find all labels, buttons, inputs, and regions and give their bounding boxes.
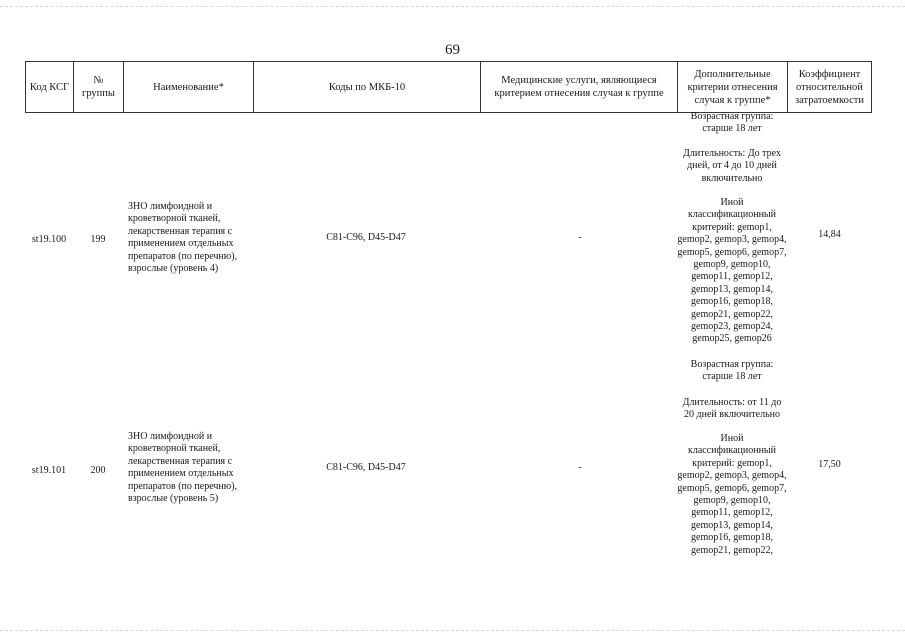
- row-code: st19.100: [31, 234, 67, 245]
- row-code: st19.101: [31, 465, 67, 476]
- scan-artifact-top: [0, 6, 905, 8]
- row-age: Возрастная группа: старше 18 лет: [690, 359, 774, 383]
- row-group: 200: [90, 465, 106, 476]
- row-services: -: [578, 232, 582, 243]
- row-criterion: Иной классификационный критерий: gemop1, gemop2, gemop3, gemop4, gemop5, gemop6, gemop7, gemop9, gemop10, gemop11, gemop12, gemop13, gemop14, gemop16, gemop18, gemop21, gemop22,: [677, 433, 787, 556]
- row-group: 199: [90, 234, 106, 245]
- page-number: 69: [445, 42, 460, 58]
- header-extra-criteria: Дополнительные критерии отнесения случая к группе*: [678, 62, 788, 113]
- row-duration: Длительность: от 11 до 20 дней включительно: [682, 397, 782, 421]
- continuation-age: Возрастная группа: старше 18 лет: [690, 111, 774, 135]
- table-body: [25, 111, 871, 581]
- row-name: ЗНО лимфоидной и кроветворной тканей, лекарственная терапия с применением отдельных препаратов (по перечню), взрослые (уровень 4): [128, 201, 238, 275]
- header-coefficient: Коэффициент относительной затратоемкости: [788, 62, 872, 113]
- row-coefficient: 17,50: [818, 459, 841, 470]
- header-mkb: Коды по МКБ-10: [254, 62, 481, 113]
- row-name: ЗНО лимфоидной и кроветворной тканей, лекарственная терапия с применением отдельных препаратов (по перечню), взрослые (уровень 5): [128, 431, 238, 505]
- row-duration: Длительность: До трех дней, от 4 до 10 дней включительно: [683, 148, 781, 184]
- scan-artifact-bottom: [0, 630, 905, 632]
- header-group-no: № группы: [74, 62, 124, 113]
- row-services: -: [578, 462, 582, 473]
- row-mkb: C81-C96, D45-D47: [326, 232, 406, 243]
- row-criterion: Иной классификационный критерий: gemop1, gemop2, gemop3, gemop4, gemop5, gemop6, gemop7, gemop9, gemop10, gemop11, gemop12, gemop13, gemop14, gemop16, gemop18, gemop21, gemop22, gemop23, gemop24, gemop25, gemop26: [677, 197, 787, 345]
- header-name: Наименование*: [124, 62, 254, 113]
- table-header: [25, 61, 871, 113]
- header-code: Код КСГ: [26, 62, 74, 113]
- header-med-services: Медицинские услуги, являющиеся критерием отнесения случая к группе: [481, 62, 678, 113]
- row-coefficient: 14,84: [818, 229, 841, 240]
- row-mkb: C81-C96, D45-D47: [326, 462, 406, 473]
